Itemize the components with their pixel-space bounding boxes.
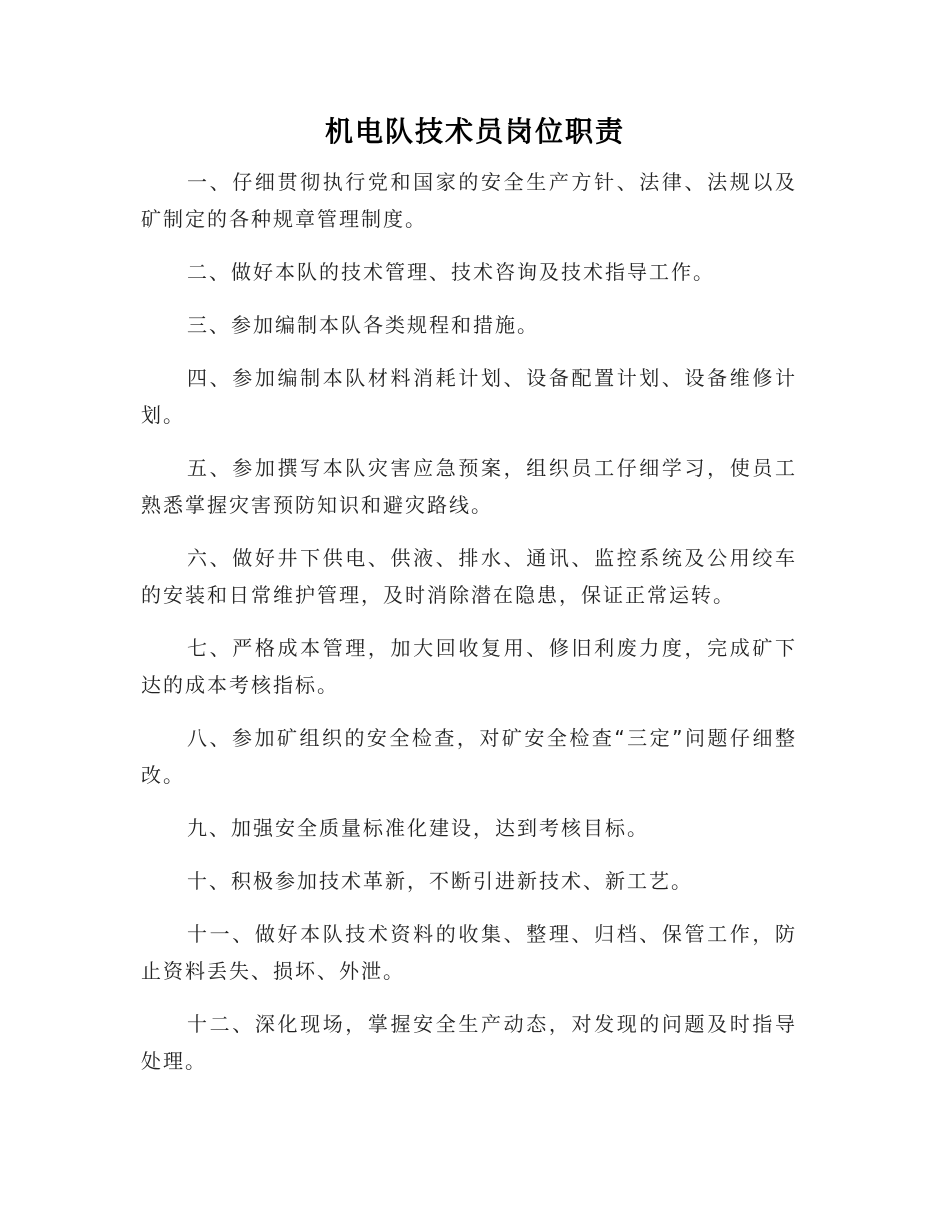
duty-item-2: 二、做好本队的技术管理、技术咨询及技术指导工作。 bbox=[187, 260, 715, 284]
duty-item-3: 三、参加编制本队各类规程和措施。 bbox=[187, 313, 539, 337]
duty-item-5: 五、参加撰写本队灾害应急预案，组织员工仔细学习，使员工熟悉掌握灾害预防知识和避灾路线。 bbox=[141, 456, 797, 517]
duty-item-12: 十二、深化现场，掌握安全生产动态，对发现的问题及时指导处理。 bbox=[141, 1012, 797, 1073]
document-title: 机电队技术员岗位职责 bbox=[324, 115, 625, 148]
duty-item-11: 十一、做好本队技术资料的收集、整理、归档、保管工作，防止资料丢失、损坏、外泄。 bbox=[141, 922, 797, 983]
document-body bbox=[141, 164, 797, 1096]
duty-item-4: 四、参加编制本队材料消耗计划、设备配置计划、设备维修计划。 bbox=[141, 366, 797, 427]
duty-item-1: 一、仔细贯彻执行党和国家的安全生产方针、法律、法规以及矿制定的各种规章管理制度。 bbox=[141, 170, 797, 231]
duty-item-7: 七、严格成本管理，加大回收复用、修旧利废力度，完成矿下达的成本考核指标。 bbox=[141, 636, 797, 697]
duty-item-6: 六、做好井下供电、供液、排水、通讯、监控系统及公用绞车的安装和日常维护管理，及时消除潜在隐患，保证正常运转。 bbox=[141, 546, 797, 607]
duty-item-10: 十、积极参加技术革新，不断引进新技术、新工艺。 bbox=[187, 869, 693, 893]
duty-item-8: 八、参加矿组织的安全检查，对矿安全检查“三定”问题仔细整改。 bbox=[141, 726, 797, 787]
duty-item-9: 九、加强安全质量标准化建设，达到考核目标。 bbox=[187, 816, 649, 840]
